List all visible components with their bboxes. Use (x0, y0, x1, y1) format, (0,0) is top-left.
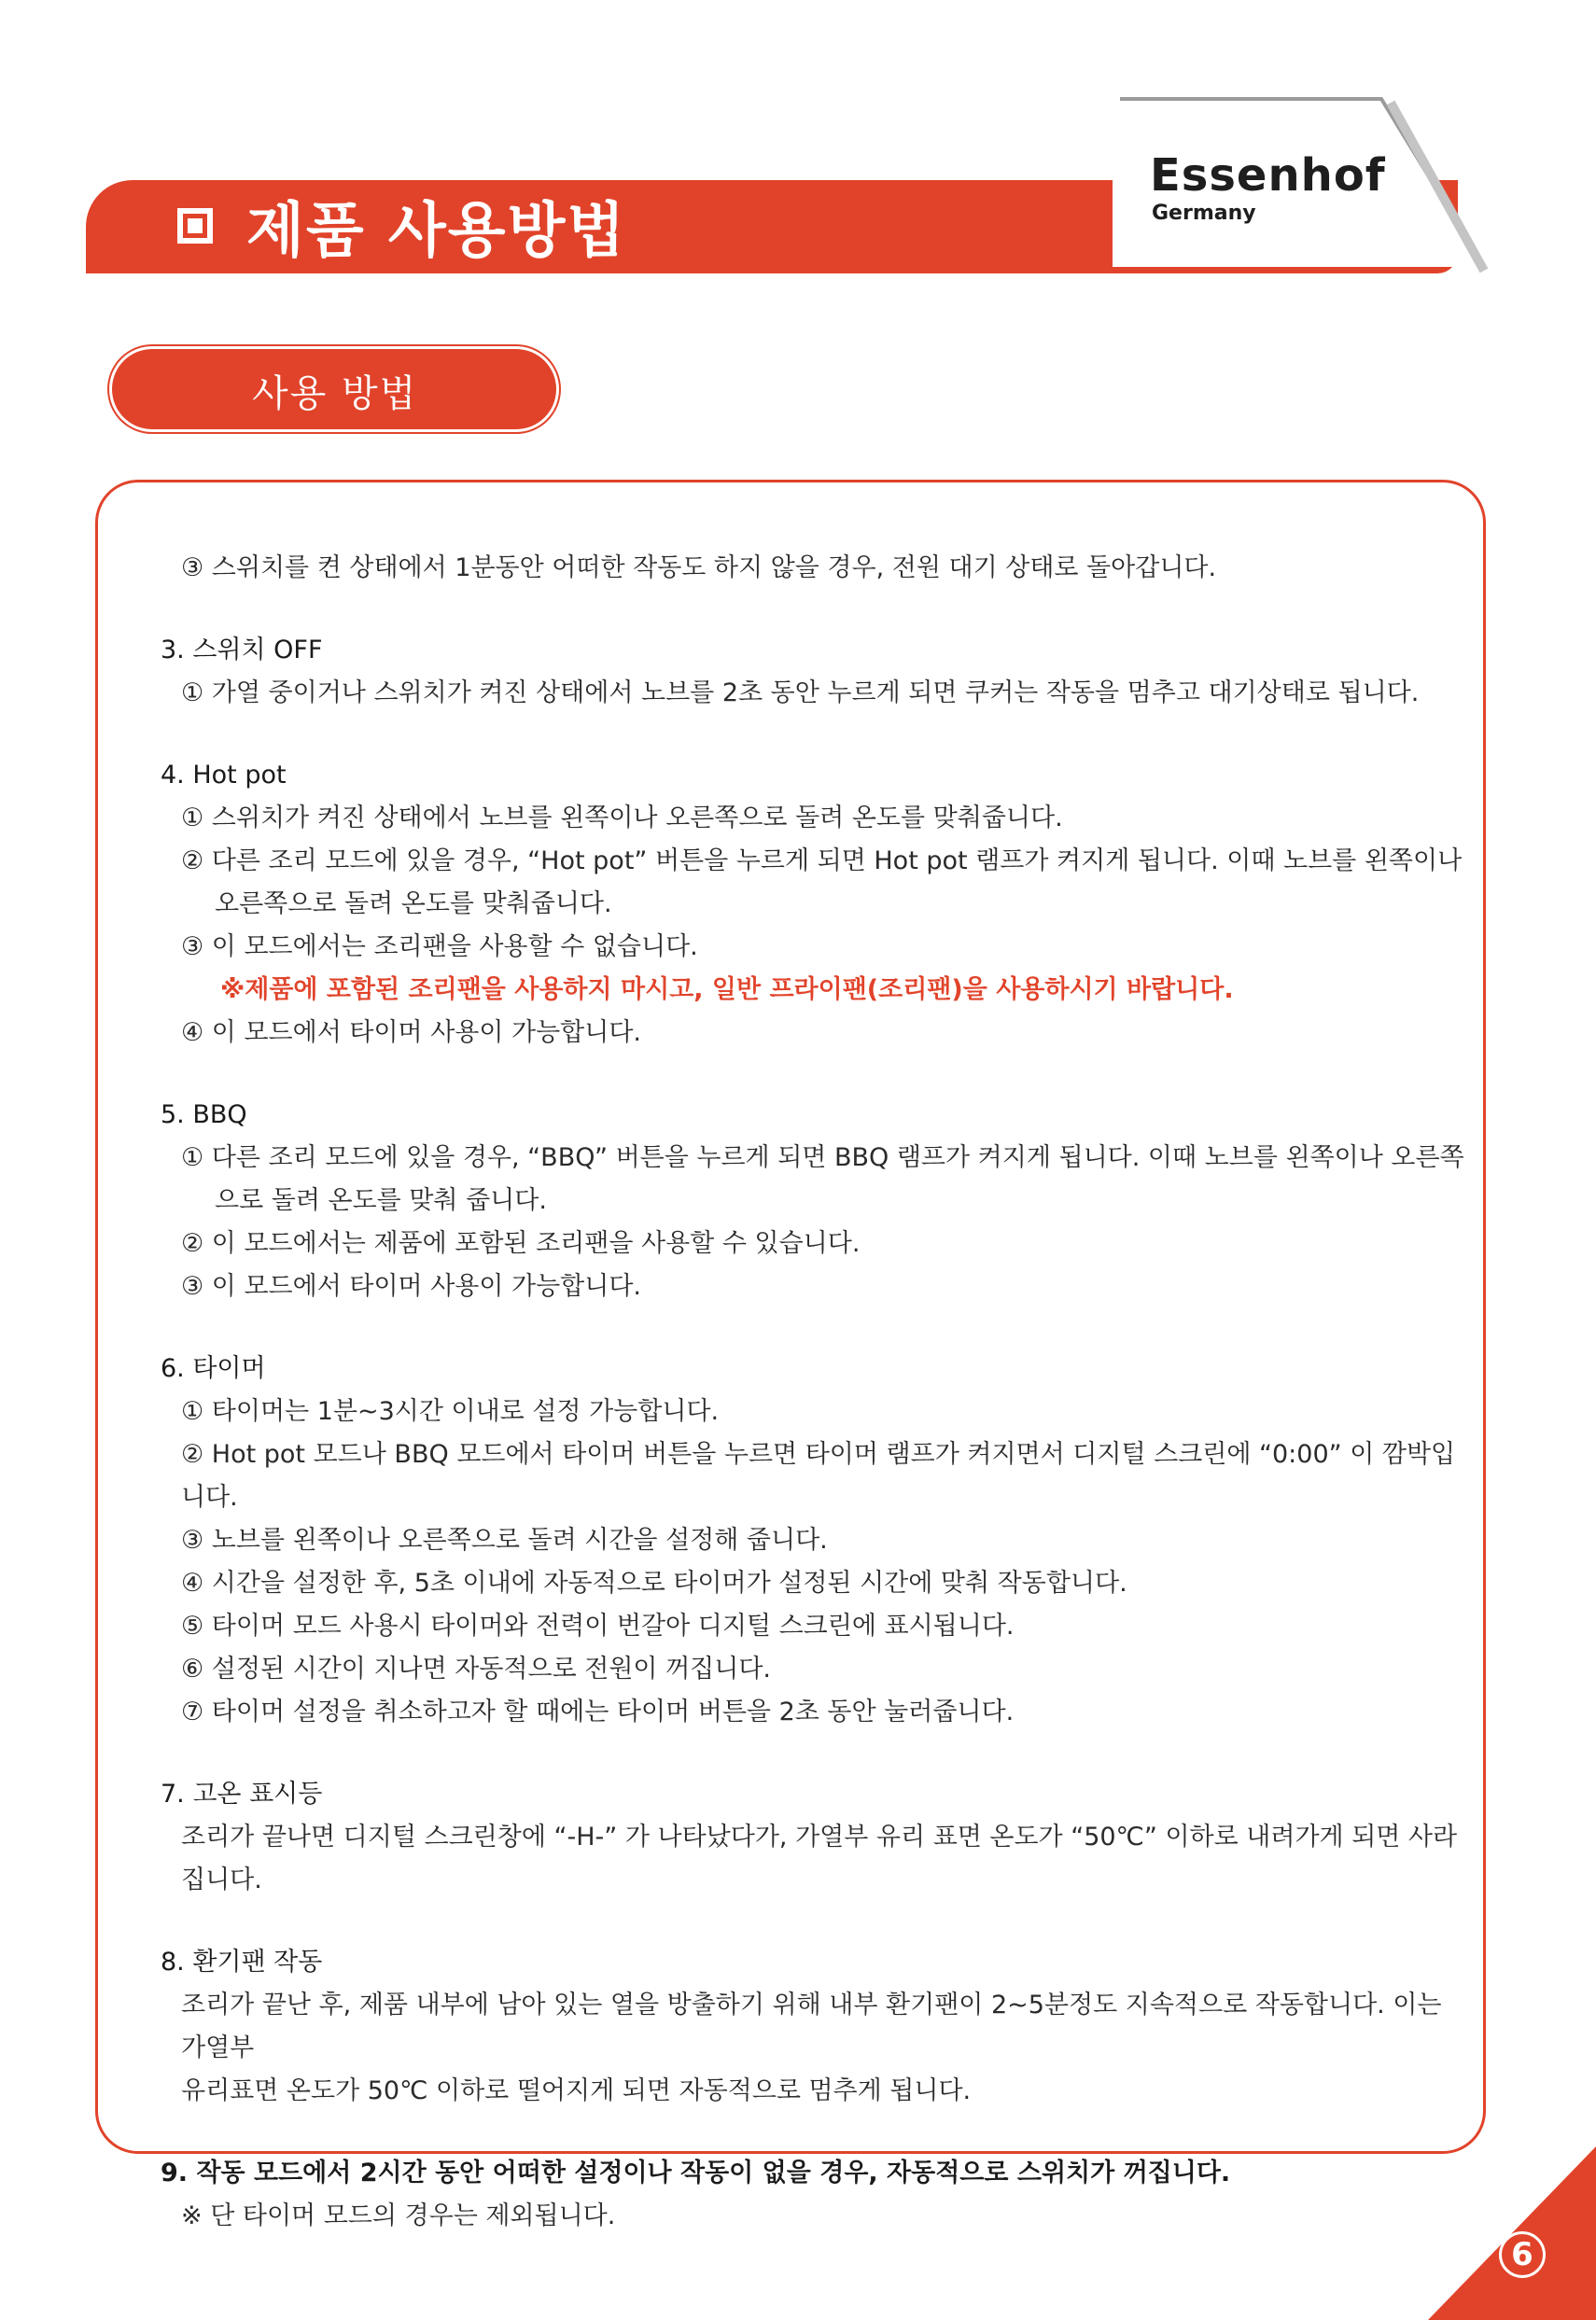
section-title: 4. Hot pot (161, 761, 287, 790)
section-auto-off (161, 2152, 1467, 2238)
list-item: ⑤ 타이머 모드 사용시 타이머와 전력이 번갈아 디지털 스크린에 표시됩니다. (181, 1612, 1015, 1641)
page-title: 제품 사용방법 (246, 197, 627, 266)
list-item: ④ 시간을 설정한 후, 5초 이내에 자동적으로 타이머가 설정된 시간에 맞춰 작동합니다. (181, 1569, 1127, 1598)
section-note: ※ 단 타이머 모드의 경우는 제외됩니다. (181, 2201, 616, 2230)
list-item: ① 가열 중이거나 스위치가 켜진 상태에서 노브를 2초 동안 누르게 되면 쿠커는 작동을 멈추고 대기상태로 됩니다. (181, 678, 1420, 707)
section-text: 유리표면 온도가 50℃ 이하로 떨어지게 되면 자동적으로 멈추게 됩니다. (181, 2076, 972, 2105)
page-number: 6 (1499, 2231, 1546, 2278)
list-item: ⑥ 설정된 시간이 지나면 자동적으로 전원이 꺼집니다. (181, 1655, 772, 1684)
list-item: ① 타이머는 1분~3시간 이내로 설정 가능합니다. (181, 1397, 720, 1426)
intro-item: ③ 스위치를 켠 상태에서 1분동안 어떠한 작동도 하지 않을 경우, 전원 대기 상태로 돌아갑니다. (181, 553, 1217, 582)
section-hot-pot (161, 754, 1467, 1055)
list-item: ③ 이 모드에서 타이머 사용이 가능합니다. (181, 1272, 642, 1301)
section-title: 3. 스위치 OFF (161, 636, 323, 664)
list-item: ③ 노브를 왼쪽이나 오른쪽으로 돌려 시간을 설정해 줍니다. (181, 1526, 828, 1555)
list-item: ① 스위치가 켜진 상태에서 노브를 왼쪽이나 오른쪽으로 돌려 온도를 맞춰줍니다. (181, 804, 1063, 832)
list-item: ② 이 모드에서는 제품에 포함된 조리팬을 사용할 수 있습니다. (181, 1229, 861, 1258)
section-text: 조리가 끝난 후, 제품 내부에 남아 있는 열을 방출하기 위해 내부 환기팬이 2~5분정도 지속적으로 작동합니다. 이는 가열부 (181, 1991, 1442, 2062)
section-label-text: 사용 방법 (252, 372, 418, 415)
section-hot-indicator (161, 1773, 1467, 1902)
instructions (161, 547, 1467, 2238)
list-item-continuation: 으로 돌려 온도를 맞춰 줍니다. (215, 1186, 547, 1215)
section-timer (161, 1348, 1467, 1734)
list-item: ② Hot pot 모드나 BBQ 모드에서 타이머 버튼을 누르면 타이머 램프가 켜지면서 디지털 스크린에 “0:00” 이 깜박입니다. (181, 1440, 1456, 1512)
list-item-continuation: 오른쪽으로 돌려 온도를 맞춰줍니다. (215, 889, 612, 918)
list-item: ④ 이 모드에서 타이머 사용이 가능합니다. (181, 1018, 642, 1047)
section-title: 6. 타이머 (161, 1354, 266, 1383)
section-title: 7. 고온 표시등 (161, 1780, 323, 1809)
section-switch-off (161, 629, 1467, 715)
page-title-group (177, 189, 627, 266)
list-item: ③ 이 모드에서는 조리팬을 사용할 수 없습니다. (181, 932, 698, 961)
section-title: 8. 환기팬 작동 (161, 1948, 323, 1977)
section-title: 5. BBQ (161, 1100, 247, 1129)
section-vent-fan (161, 1941, 1467, 2113)
square-bullet-icon (177, 208, 213, 244)
brand-country: Germany (1152, 202, 1256, 225)
brand-logo: Essenhof (1150, 149, 1386, 202)
list-item: ⑦ 타이머 설정을 취소하고자 할 때에는 타이머 버튼을 2초 동안 눌러줍니다. (181, 1698, 1015, 1726)
warning-note: ※제품에 포함된 조리팬을 사용하지 마시고, 일반 프라이팬(조리팬)을 사용하시기 바랍니다. (220, 975, 1234, 1004)
section-bbq (161, 1094, 1467, 1308)
list-item: ② 다른 조리 모드에 있을 경우, “Hot pot” 버튼을 누르게 되면 Hot pot 램프가 켜지게 됩니다. 이때 노브를 왼쪽이나 (181, 846, 1463, 875)
section-label (112, 349, 556, 429)
section-title: 9. 작동 모드에서 2시간 동안 어떠한 설정이나 작동이 없을 경우, 자동적으로 스위치가 꺼집니다. (161, 2159, 1231, 2187)
list-item: ① 다른 조리 모드에 있을 경우, “BBQ” 버튼을 누르게 되면 BBQ 램프가 켜지게 됩니다. 이때 노브를 왼쪽이나 오른쪽 (181, 1143, 1464, 1172)
section-text: 조리가 끝나면 디지털 스크린창에 “-H-” 가 나타났다가, 가열부 유리 표면 온도가 “50℃” 이하로 내려가게 되면 사라집니다. (181, 1823, 1458, 1894)
